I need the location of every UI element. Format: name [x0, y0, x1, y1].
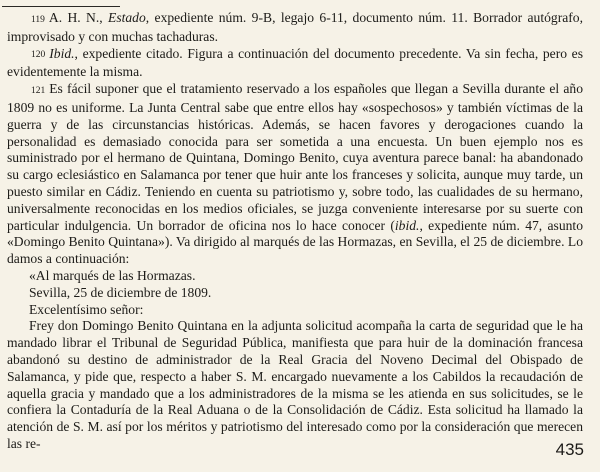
page-number: 435 — [555, 440, 584, 459]
footnote-120 — [7, 46, 583, 82]
letter-body: Frey don Domingo Benito Quintana en la adjunta solicitud acompaña la carta de seguridad que le ha mandado librar el Tribunal de Seguridad Pública, manifiesta que para huir de la dominación francesa abandonó su destino de administrador de la Real Gracia del Noveno Decimal del Obispado de Salamanca, y pide que, respecto a haber S. M. encargado nuevamente a los Cabildos la recaudación de aquella gracia y mandado que a los administradores de la misma se les atienda en sus solicitudes, se le confiera la Contaduría de la Real Aduana o de la Consolidación de Cádiz. Esta solicitud ha llamado la atención de S. M. así por los méritos y patriotismo del interesado como por la consideración que merecen las re- — [7, 318, 583, 451]
footnote-text: , expediente núm. 9-B, legajo 6-11, documento núm. 11. Borrador autógrafo, improvisado y con muchas tachaduras. — [7, 10, 583, 44]
footnotes-block — [7, 10, 583, 453]
letter-date: Sevilla, 25 de diciembre de 1809. — [29, 284, 212, 300]
footnote-text-italic: ibid. — [394, 217, 420, 233]
footnote-separator-rule — [2, 6, 120, 7]
footnote-number: 120 — [31, 50, 46, 61]
footnote-121 — [7, 81, 583, 268]
letter-salutation: Excelentísimo señor: — [29, 301, 144, 317]
footnote-119 — [7, 10, 583, 46]
footnote-text-italic: Ibid. — [49, 45, 75, 61]
footnote-text-italic: Estado — [108, 10, 146, 25]
footnote-text: , expediente citado. Figura a continuación del documento precedente. Va sin fecha, pero es evidentemente la misma. — [7, 45, 583, 80]
letter-address: «Al marqués de las Hormazas. — [29, 267, 196, 283]
footnote-number: 119 — [31, 14, 45, 25]
footnote-text: Es fácil suponer que el tratamiento reservado a los españoles que llegan a Sevilla durante el año 1809 no es uniforme. La Junta Central sabe que entre ellos hay «sospechosos» y también víctimas de la guerra y de las circunstancias históricas. Además, se hacen favores y derogaciones cuando la personalidad es demasiado conocida para ser sometida a una encuesta. Un buen ejemplo nos es suministrado por el hermano de Quintana, Domingo Benito, cuya aventura parece banal: ha abandonado su cargo eclesiástico en Salamanca por tener que huir ante los franceses y solicita, aunque muy tarde, un puesto similar en Cádiz. Teniendo en cuenta su patriotismo y, sobre todo, las cualidades de su hermano, universalmente reconocidas en los medios oficiales, se juzga conveniente interesarse por su suerte con particular indulgencia. Un borrador de oficina nos lo hace conocer ( — [7, 81, 583, 233]
footnote-text: A. H. N., — [48, 10, 109, 25]
footnote-text: , expediente núm. 47, asunto «Domingo Benito Quintana»). Va dirigido al marqués de las Hormazas, en Sevilla, el 25 de diciembre. Lo damos a continuación: — [7, 217, 584, 267]
footnote-number: 121 — [31, 85, 46, 96]
